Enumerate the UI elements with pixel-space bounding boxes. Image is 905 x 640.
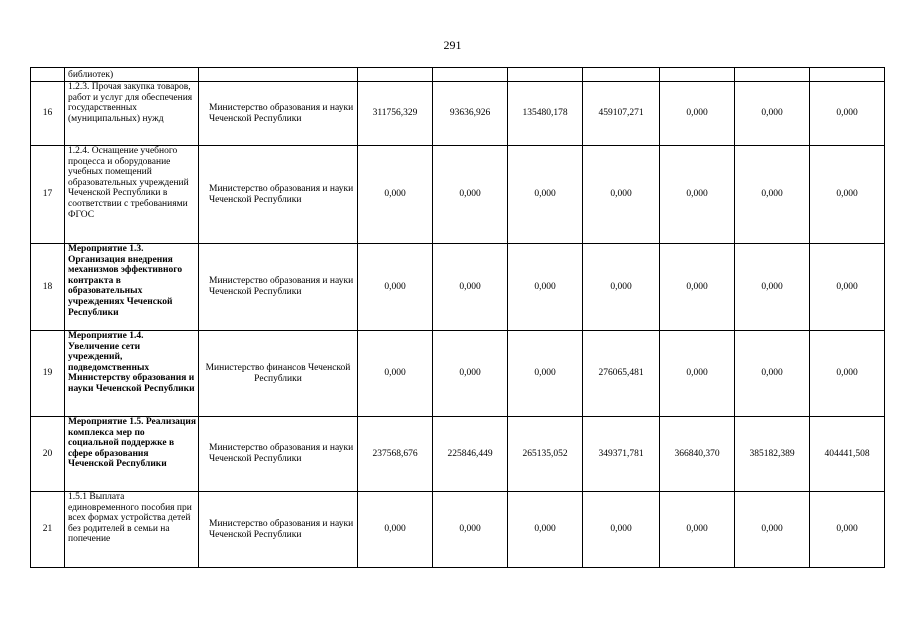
table-row bbox=[31, 146, 885, 244]
value-cell: 0,000 bbox=[358, 331, 433, 417]
value-cell: 0,000 bbox=[735, 244, 810, 331]
table-row-continuation bbox=[31, 68, 885, 82]
value-cell: 276065,481 bbox=[583, 331, 660, 417]
event-name-cell: 1.2.4. Оснащение учебного процесса и оборудование учебных помещений образовательных учреждений Чеченской Республики в соответствии с требованиями ФГОС bbox=[65, 146, 199, 244]
value-cell bbox=[358, 68, 433, 82]
row-number-cell: 20 bbox=[31, 417, 65, 492]
value-cell: 0,000 bbox=[508, 146, 583, 244]
row-number-cell: 18 bbox=[31, 244, 65, 331]
value-cell: 135480,178 bbox=[508, 82, 583, 146]
value-cell bbox=[735, 68, 810, 82]
value-cell: 0,000 bbox=[358, 244, 433, 331]
value-cell: 0,000 bbox=[810, 331, 885, 417]
value-cell: 459107,271 bbox=[583, 82, 660, 146]
value-cell: 0,000 bbox=[660, 331, 735, 417]
value-cell bbox=[583, 68, 660, 82]
value-cell: 0,000 bbox=[583, 492, 660, 568]
event-name-cell: Мероприятие 1.5. Реализация комплекса мер по социальной поддержке в сфере образования Чеченской Республики bbox=[65, 417, 199, 492]
value-cell bbox=[810, 68, 885, 82]
event-name-cell: 1.2.3. Прочая закупка товаров, работ и услуг для обеспечения государственных (муниципальных) нужд bbox=[65, 82, 199, 146]
value-cell: 0,000 bbox=[810, 244, 885, 331]
value-cell: 93636,926 bbox=[433, 82, 508, 146]
value-cell: 0,000 bbox=[433, 146, 508, 244]
value-cell: 366840,370 bbox=[660, 417, 735, 492]
value-cell: 0,000 bbox=[810, 82, 885, 146]
page-number: 291 bbox=[443, 38, 462, 52]
value-cell: 0,000 bbox=[735, 331, 810, 417]
row-number-cell: 16 bbox=[31, 82, 65, 146]
value-cell: 0,000 bbox=[433, 244, 508, 331]
table-row bbox=[31, 82, 885, 146]
executor-cell: Министерство финансов Чеченской Республики bbox=[199, 331, 358, 417]
executor-cell: Министерство образования и науки Чеченской Республики bbox=[199, 82, 358, 146]
value-cell: 0,000 bbox=[735, 146, 810, 244]
value-cell: 0,000 bbox=[735, 82, 810, 146]
event-name-cell: Мероприятие 1.3. Организация внедрения механизмов эффективного контракта в образовательных учреждениях Чеченской Республики bbox=[65, 244, 199, 331]
value-cell: 0,000 bbox=[508, 244, 583, 331]
row-number-cell: 21 bbox=[31, 492, 65, 568]
value-cell: 0,000 bbox=[433, 492, 508, 568]
value-cell: 0,000 bbox=[358, 146, 433, 244]
value-cell: 0,000 bbox=[508, 492, 583, 568]
value-cell: 0,000 bbox=[508, 331, 583, 417]
value-cell: 0,000 bbox=[358, 492, 433, 568]
executor-cell: Министерство образования и науки Чеченской Республики bbox=[199, 417, 358, 492]
table-row bbox=[31, 417, 885, 492]
value-cell: 0,000 bbox=[660, 492, 735, 568]
value-cell: 0,000 bbox=[810, 146, 885, 244]
row-number-cell: 17 bbox=[31, 146, 65, 244]
value-cell: 404441,508 bbox=[810, 417, 885, 492]
executor-cell: Министерство образования и науки Чеченской Республики bbox=[199, 146, 358, 244]
budget-table bbox=[30, 67, 885, 568]
row-number-cell: 19 bbox=[31, 331, 65, 417]
event-name-cell: 1.5.1 Выплата единовременного пособия при всех формах устройства детей без родителей в семьи на попечение bbox=[65, 492, 199, 568]
table-row bbox=[31, 492, 885, 568]
value-cell: 237568,676 bbox=[358, 417, 433, 492]
executor-cell: Министерство образования и науки Чеченской Республики bbox=[199, 244, 358, 331]
event-name-cell: библиотек) bbox=[65, 68, 199, 82]
value-cell: 311756,329 bbox=[358, 82, 433, 146]
table-row bbox=[31, 331, 885, 417]
value-cell bbox=[660, 68, 735, 82]
value-cell: 0,000 bbox=[583, 146, 660, 244]
value-cell: 0,000 bbox=[660, 82, 735, 146]
value-cell bbox=[508, 68, 583, 82]
value-cell: 0,000 bbox=[433, 331, 508, 417]
value-cell: 265135,052 bbox=[508, 417, 583, 492]
value-cell: 0,000 bbox=[660, 244, 735, 331]
value-cell: 385182,389 bbox=[735, 417, 810, 492]
event-name-cell: Мероприятие 1.4. Увеличение сети учреждений, подведомственных Министерству образования и науки Чеченской Республики bbox=[65, 331, 199, 417]
value-cell: 0,000 bbox=[810, 492, 885, 568]
value-cell: 225846,449 bbox=[433, 417, 508, 492]
value-cell bbox=[433, 68, 508, 82]
value-cell: 0,000 bbox=[583, 244, 660, 331]
value-cell: 0,000 bbox=[735, 492, 810, 568]
table-row bbox=[31, 244, 885, 331]
value-cell: 349371,781 bbox=[583, 417, 660, 492]
executor-cell: Министерство образования и науки Чеченской Республики bbox=[199, 492, 358, 568]
executor-cell bbox=[199, 68, 358, 82]
value-cell: 0,000 bbox=[660, 146, 735, 244]
row-number-cell bbox=[31, 68, 65, 82]
